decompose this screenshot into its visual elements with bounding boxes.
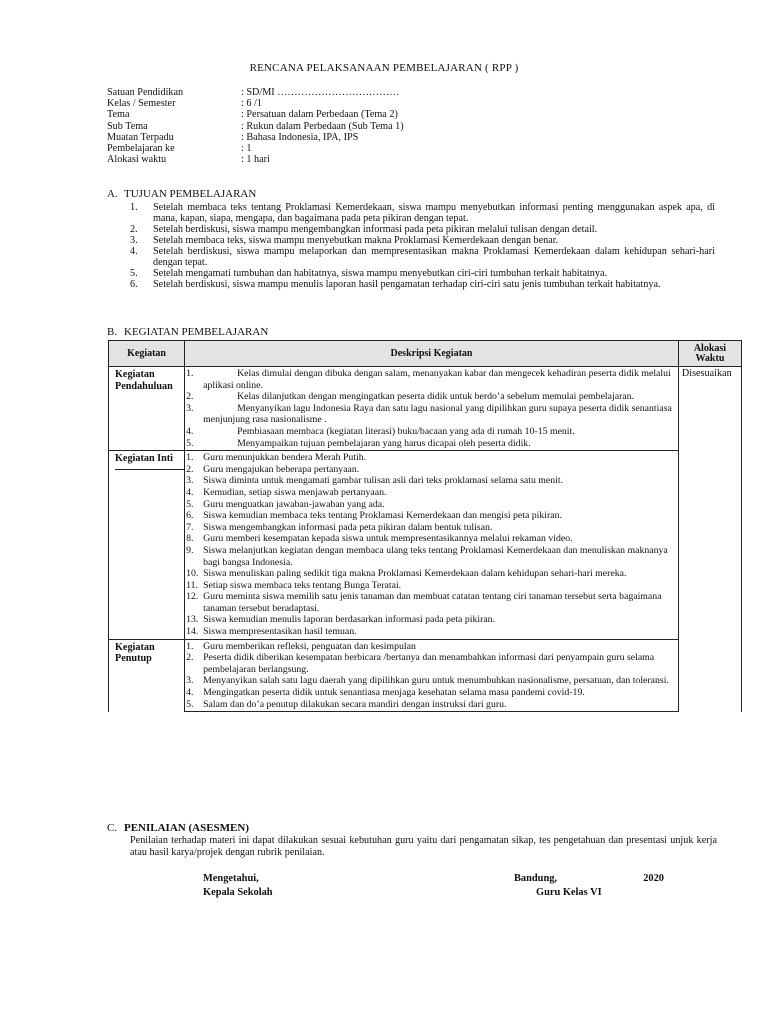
list-item: 5. Menyampaikan tujuan pembelajaran yang harus dicapai oleh peserta didik. [186, 437, 531, 449]
list-item: 2. Guru mengajukan beberapa pertanyaan. [186, 463, 360, 475]
signature-date-line: Bandung, 2020 [514, 873, 664, 884]
section-heading-c: C. PENILAIAN (ASESMEN) [107, 822, 249, 834]
table-header-row [109, 341, 742, 367]
list-item: 12. Guru meminta siswa memilih satu jenis tanaman dan membuat catatan tentang ciri tanaman tersebut serta bagaimana tanaman tersebut beradaptasi. [186, 591, 662, 614]
list-item: 9. Siswa melanjutkan kegiatan dengan membaca ulang teks tentang Proklamasi Kemerdekaan dan menuliskan maknanya bagi bangsa Indonesia. [186, 544, 668, 568]
list-item: 7. Siswa mengembangkan informasi pada peta pikiran dalam bentuk tulisan. [186, 521, 493, 533]
list-item: 6. Siswa kemudian membaca teks tentang Proklamasi Kemerdekaan dan mengisi peta pikiran. [186, 510, 562, 522]
list-item: 8. Guru memberi kesempatan kepada siswa untuk mempresentasikannya melalui rekaman video. [186, 533, 573, 545]
list-item: 14. Siswa mempresentasikan hasil temuan. [186, 626, 357, 638]
list-item: 5. Setelah mengamati tumbuhan dan habitatnya, siswa mampu menyebutkan ciri-ciri tumbuhan terkait habitatnya. [130, 268, 608, 279]
table-row [109, 367, 742, 451]
list-item: 3. Menyanyikan salah satu lagu daerah yang dipilihkan guru untuk menumbuhkan nasionalisme, persatuan, dan toleransi. [186, 675, 669, 687]
row-label-penutup: Kegiatan Penutup [109, 639, 185, 712]
signature-right: Bandung, 2020 Guru Kelas VI [514, 873, 664, 898]
row-desc-penutup [185, 639, 679, 712]
list-item: 4. Setelah berdiskusi, siswa mampu melaporkan dan mempresentasikan makna Proklamasi Kemerdekaan dalam kehidupan sehari-hari dengan tepat. [130, 246, 715, 268]
document-title: RENCANA PELAKSANAAN PEMBELAJARAN ( RPP ) [249, 62, 519, 74]
list-item: 11. Setiap siswa membaca teks tentang Bunga Teratai. [186, 579, 402, 591]
header-alokasi: Alokasi Waktu [678, 341, 741, 367]
list-item: 4. Pembiasaan membaca (kegiatan literasi) buku/bacaan yang ada di rumah 10-15 menit. [186, 425, 575, 437]
list-item: 5. Guru menguatkan jawaban-jawaban yang ada. [186, 498, 385, 510]
list-item: 13. Siswa kemudian menulis laporan berdasarkan informasi pada peta pikiran. [186, 614, 496, 626]
row-alokasi: Disesuaikan [678, 367, 741, 712]
list-item: 2. Setelah berdiskusi, siswa mampu mengembangkan informasi pada peta pikiran melalui tulisan dengan detail. [130, 224, 598, 235]
list-item: 2. Kelas dilanjutkan dengan mengingatkan peserta didik untuk berdo’a sebelum memulai pembelajaran. [186, 391, 635, 403]
table-row [109, 451, 742, 640]
objectives-list [130, 202, 715, 290]
row-desc-pendahuluan [185, 367, 679, 451]
identity-row: Alokasi waktu : 1 hari [107, 154, 270, 166]
list-item: 1. Guru menunjukkan bendera Merah Putih. [186, 452, 367, 464]
cell-divider [115, 469, 184, 470]
list-item: 1. Setelah membaca teks tentang Proklamasi Kemerdekaan, siswa mampu menyebutkan informasi penting menggunakan aspek apa, di mana, kapan, siapa, mengapa, dan bagaimana pada peta pikiran dengan tepat. [130, 202, 715, 224]
assessment-text: Penilaian terhadap materi ini dapat dilakukan sesuai kebutuhan guru yaitu dari pengamatan sikap, tes pengetahuan dan presentasi unjuk kerja atau hasil karya/projek dengan rubrik penilaian. [130, 835, 717, 858]
list-item: 4. Mengingatkan peserta didik untuk senantiasa menjaga kesehatan selama masa pandemi covid-19. [186, 687, 585, 699]
identity-row: Pembelajaran ke : 1 [107, 142, 252, 154]
list-item: 10. Siswa menuliskan paling sedikit tiga makna Proklamasi Kemerdekaan dalam kehidupan sehari-hari mereka. [186, 568, 627, 580]
list-item: 3. Siswa diminta untuk mengamati gambar tulisan asli dari teks proklamasi selama satu menit. [186, 475, 564, 487]
identity-row: Satuan Pendidikan : SD/MI ……………………………… [107, 87, 400, 98]
activities-table [108, 340, 742, 712]
section-heading-a: A. TUJUAN PEMBELAJARAN [107, 188, 257, 200]
identity-row: Kelas / Semester : 6 /1 [107, 98, 262, 110]
list-item: 3. Menyanyikan lagu Indonesia Raya dan satu lagu nasional yang dipilihkan guru supaya peserta didik senantiasa menjunjung rasa nasionalisme . [186, 402, 672, 426]
signature-left: Mengetahui, Kepala Sekolah [203, 873, 273, 898]
list-item: 1. Kelas dimulai dengan dibuka dengan salam, menanyakan kabar dan mengecek kehadiran peserta didik melalui aplikasi online. [186, 368, 671, 391]
list-item: 3. Setelah membaca teks, siswa mampu menyebutkan makna Proklamasi Kemerdekaan dengan benar. [130, 235, 559, 246]
list-item: 2. Peserta didik diberikan kesempatan berbicara /bertanya dan menambahkan informasi dari penyampain guru selama pembelajaran berlangsung. [186, 652, 655, 675]
table-row [109, 639, 742, 712]
identity-block [107, 87, 404, 165]
row-label-inti: Kegiatan Inti [109, 451, 185, 640]
list-item: 4. Kemudian, setiap siswa menjawab pertanyaan. [186, 486, 387, 498]
identity-row: Sub Tema : Rukun dalam Perbedaan (Sub Tema 1) [107, 120, 404, 132]
row-desc-inti [185, 451, 679, 640]
identity-row: Muatan Terpadu : Bahasa Indonesia, IPA, IPS [107, 131, 359, 143]
section-heading-b: B. KEGIATAN PEMBELAJARAN [107, 326, 269, 338]
list-item: 1. Guru memberikan refleksi, penguatan dan kesimpulan [186, 640, 416, 652]
header-kegiatan: Kegiatan [109, 341, 185, 367]
list-item: 6. Setelah berdiskusi, siswa mampu menulis laporan hasil pengamatan terhadap ciri-ciri satu jenis tumbuhan terkait habitatnya. [130, 279, 661, 290]
row-label-pendahuluan: Kegiatan Pendahuluan [109, 367, 185, 451]
identity-row: Tema : Persatuan dalam Perbedaan (Tema 2) [107, 109, 398, 121]
header-deskripsi: Deskripsi Kegiatan [185, 341, 679, 367]
list-item: 5. Salam dan do’a penutup dilakukan secara mandiri dengan instruksi dari guru. [186, 698, 507, 710]
